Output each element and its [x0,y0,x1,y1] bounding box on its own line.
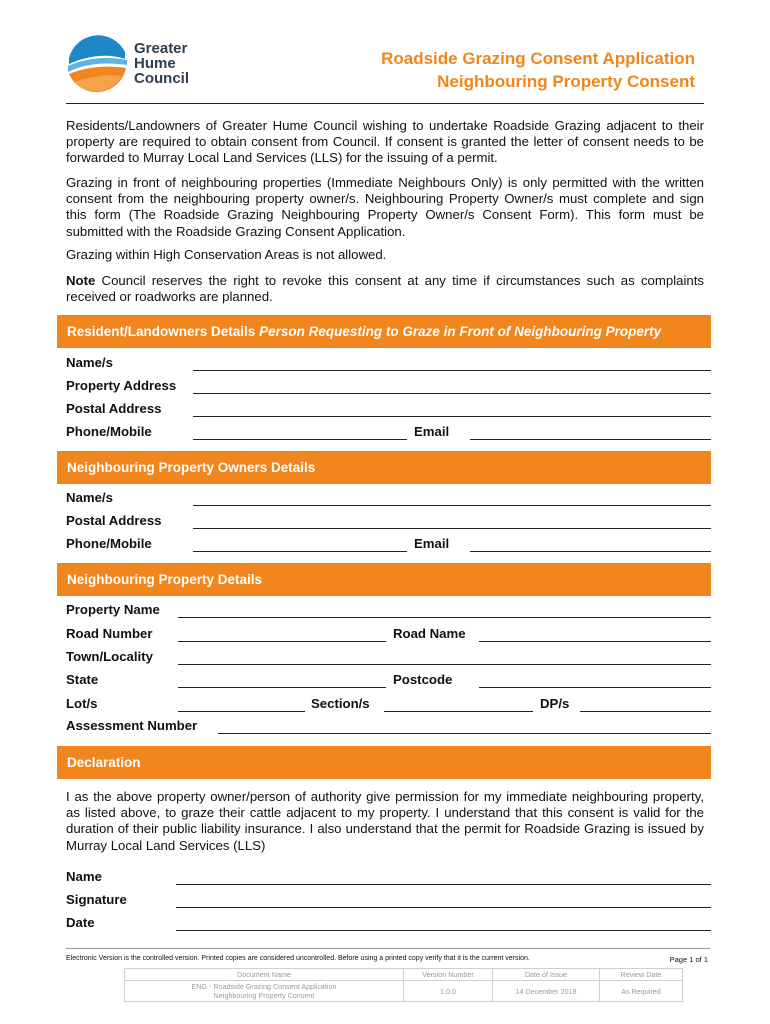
dps-field[interactable] [580,711,711,712]
issue-value: 14 December 2018 [493,981,600,1002]
note-text: Council reserves the right to revoke this consent at any time if circumstances such as complaints received or roadworks are planned. [66,273,704,305]
review-value: As Required [600,981,683,1002]
footer-divider [66,948,710,949]
road-number-label: Road Number [66,626,153,641]
assessment-number-field[interactable] [218,733,711,734]
declaration-signature-field[interactable] [176,907,711,908]
declaration-date-field[interactable] [176,930,711,931]
intro-note [66,273,704,305]
council-logo-text [134,41,189,86]
road-number-field[interactable] [178,641,386,642]
review-label: Review Date [600,969,683,981]
sections-field[interactable] [384,711,533,712]
declaration-date-label: Date [66,915,95,930]
footer-page-number: Page 1 of 1 [669,955,708,964]
logo-line-2: Hume [134,55,176,72]
council-logo-icon [66,32,136,96]
postcode-field[interactable] [479,687,711,688]
declaration-name-label: Name [66,869,102,884]
owner-email-label: Email [414,536,450,551]
intro-paragraph-2: Grazing in front of neighbouring properties (Immediate Neighbours Only) is only permitted with the written consent from the neighbouring property owner/s. Neighbouring Property Owner/s must complete and sign this form (The Roadside Grazing Neighbouring Property Owner/s Consent Form). This form must be submitted with the Roadside Grazing Consent Application. [66,175,704,239]
footer-control-note: Electronic Version is the controlled version. Printed copies are considered uncontrolled. Before using a printed copy verify that it is the current version. [66,955,530,962]
doc-name-value [125,981,404,1002]
section-owner-details-header [57,451,711,484]
owner-phone-label: Phone/Mobile [66,536,152,551]
issue-label: Date of Issue [493,969,600,981]
resident-property-address-label: Property Address [66,378,177,393]
resident-names-label: Name/s [66,355,113,370]
doc-name-line-2: Neighbouring Property Consent [213,991,315,1000]
section-resident-heading: Resident/Landowners Details [67,324,256,339]
doc-name-line-1: ENG - Roadside Grazing Consent Application [191,982,337,991]
postcode-label: Postcode [393,672,453,687]
resident-phone-field[interactable] [193,439,407,440]
road-name-label: Road Name [393,626,466,641]
resident-names-field[interactable] [193,370,711,371]
section-owner-heading: Neighbouring Property Owners Details [67,460,316,475]
owner-postal-address-field[interactable] [193,528,711,529]
property-name-field[interactable] [178,617,711,618]
owner-postal-address-label: Postal Address [66,513,162,528]
state-field[interactable] [178,687,386,688]
owner-names-field[interactable] [193,505,711,506]
resident-email-field[interactable] [470,439,711,440]
page-title-line-2: Neighbouring Property Consent [437,72,695,91]
intro-paragraph-1: Residents/Landowners of Greater Hume Council wishing to undertake Roadside Grazing adjacent to their property are required to obtain consent from Council. If consent is granted the letter of consent needs to be forwarded to Murray Local Land Services (LLS) for the issuing of a permit. [66,118,704,166]
page-title-line-1: Roadside Grazing Consent Application [381,49,695,68]
doc-name-label: Document Name [125,969,404,981]
declaration-text: I as the above property owner/person of authority give permission for my immediate neighbouring property, as listed above, to graze their cattle adjacent to my property. I understand that this consent is valid for the duration of their public liability insurance. I also understand that the permit for Roadside Grazing is issued by Murray Local Land Services (LLS) [66,789,704,853]
document-metadata-table [124,968,683,1002]
section-resident-heading-italic: Person Requesting to Graze in Front of Neighbouring Property [259,324,662,339]
section-resident-details-header [57,315,711,348]
declaration-name-field[interactable] [176,884,711,885]
note-label: Note [66,273,96,288]
logo-line-1: Greater [134,40,188,57]
section-property-details-header [57,563,711,596]
section-declaration-header [57,746,711,779]
state-label: State [66,672,99,687]
lots-label: Lot/s [66,696,98,711]
owner-names-label: Name/s [66,490,113,505]
section-property-heading: Neighbouring Property Details [67,572,263,587]
owner-email-field[interactable] [470,551,711,552]
resident-postal-address-label: Postal Address [66,401,162,416]
road-name-field[interactable] [479,641,711,642]
logo-line-3: Council [134,70,189,87]
declaration-signature-label: Signature [66,892,127,907]
resident-phone-label: Phone/Mobile [66,424,152,439]
resident-postal-address-field[interactable] [193,416,711,417]
lots-field[interactable] [178,711,305,712]
owner-phone-field[interactable] [193,551,407,552]
town-locality-label: Town/Locality [66,649,153,664]
town-locality-field[interactable] [178,664,711,665]
intro-paragraph-3: Grazing within High Conservation Areas is not allowed. [66,247,387,262]
assessment-number-label: Assessment Number [66,718,198,733]
resident-email-label: Email [414,424,450,439]
version-label: Version Number [404,969,493,981]
property-name-label: Property Name [66,602,160,617]
sections-label: Section/s [311,696,370,711]
title-divider [66,103,704,104]
dps-label: DP/s [540,696,570,711]
version-value: 1.0.0 [404,981,493,1002]
section-declaration-heading: Declaration [67,755,141,770]
page-title [381,47,695,93]
resident-property-address-field[interactable] [193,393,711,394]
